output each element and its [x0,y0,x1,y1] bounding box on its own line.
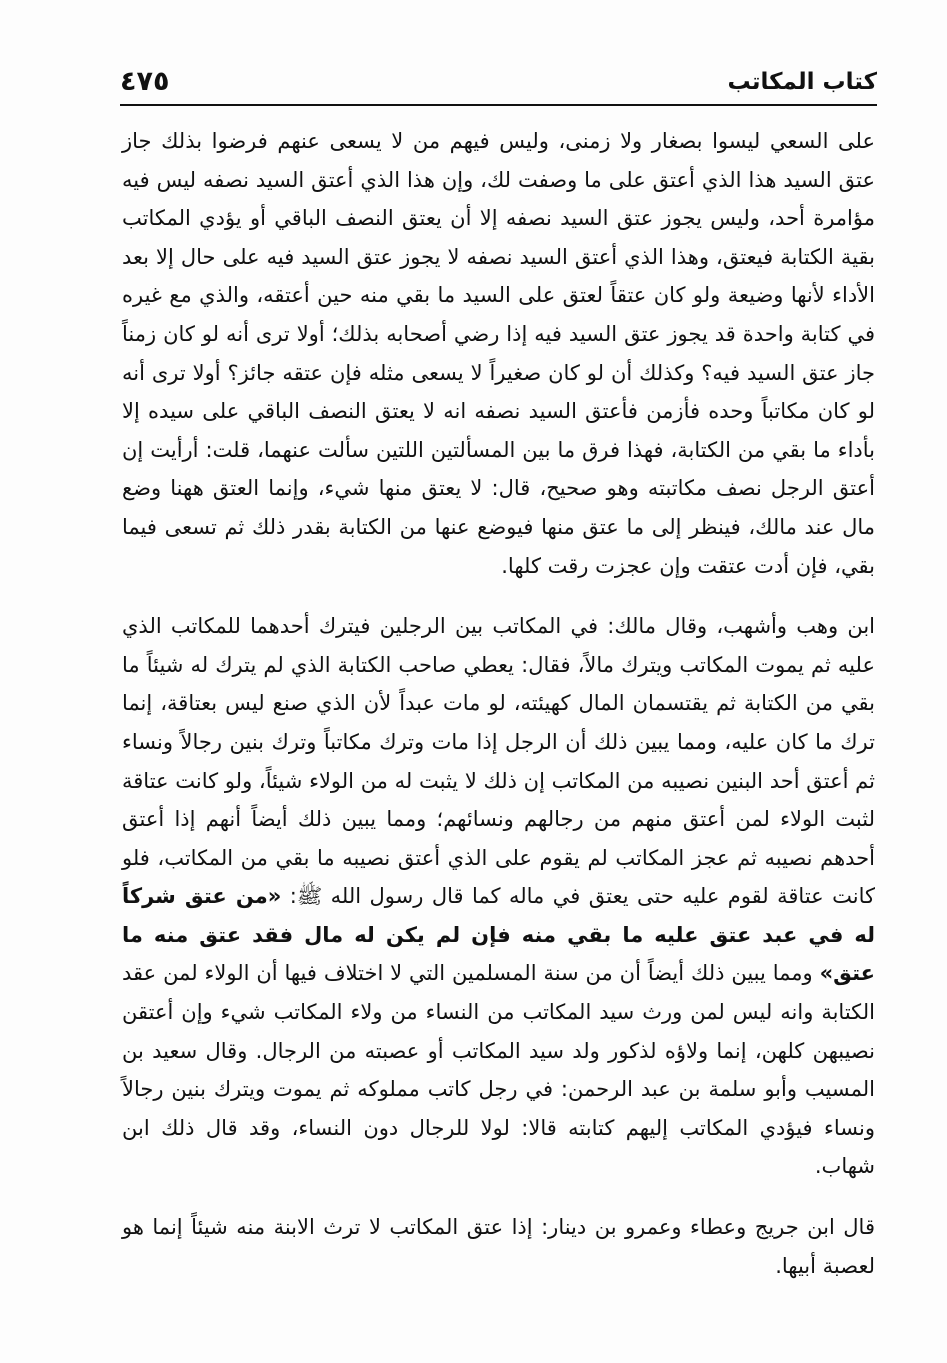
paragraph-2 [122,607,875,1186]
paragraph-2-text-start: ابن وهب وأشهب، وقال مالك: في المكاتب بين الرجلين فيترك أحدهما للمكاتب الذي عليه ثم يموت المكاتب ويترك مالاً، فقال: يعطي صاحب الكتابة الذي لم يترك له شيئاً ما بقي من الكتابة ثم يقتسمان المال كهيئته، لو مات عبداً لأن الذي صنع ليس بعتاقة، إنما ترك ما كان عليه، ومما يبين ذلك أن الرجل إذا مات وترك مكاتباً وترك بنين رجالاً ونساء ثم أعتق أحد البنين نصيبه من المكاتب إن ذلك لا يثبت له من الولاء شيئاً، ولو كانت عتاقة لثبت الولاء لمن أعتق منهم من رجالهم ونسائهم؛ ومما يبين ذلك أيضاً أنهم إذا أعتق أحدهم نصيبه ثم عجز المكاتب لم يقوم على الذي أعتق نصيبه ما بقي من المكاتب، فلو كانت عتاقة لقوم عليه حتى يعتق في ماله كما قال رسول الله ﷺ: [122,614,876,909]
page-header [120,62,877,102]
hadith-quote: «من عتق شركاً له في عبد عتق عليه ما بقي منه فإن لم يكن له مال فقد عتق منه ما عتق» [122,884,875,986]
paragraph-3: قال ابن جريج وعطاء وعمرو بن دينار: إذا عتق المكاتب لا ترث الابنة منه شيئاً إنما هو لعصبة أبيها. [122,1215,875,1278]
page-number: ٤٧٥ [120,66,170,97]
paragraph-1: على السعي ليسوا بصغار ولا زمنى، وليس فيهم من لا يسعى عنهم فرضوا بذلك جاز عتق السيد هذا الذي أعتق على ما وصفت لك، وإن هذا الذي أعتق السيد نصفه ليس فيه مؤامرة أحد، وليس يجوز عتق السيد نصفه إلا أن يعتق النصف الباقي أو يؤدي المكاتب بقية الكتابة فيعتق، وهذا الذي أعتق السيد نصفه لا يجوز عتق السيد فيه على حال إلا بعد الأداء لأنها وضيعة ولو كان عتقاً لعتق على السيد ما بقي منه حين أعتقه، والذي مع غيره في كتابة واحدة قد يجوز عتق السيد فيه إذا رضي أصحابه بذلك؛ أولا ترى أنه لو كان زمناً جاز عتق السيد فيه؟ وكذلك أن لو كان صغيراً لا يسعى مثله فإن عتقه جائز؟ أولا ترى أنه لو كان مكاتباً وحده فأزمن فأعتق السيد نصفه انه لا يعتق النصف الباقي على سيده إلا بأداء ما بقي من الكتابة، فهذا فرق ما بين المسألتين اللتين سألت عنهما، قلت: أرأيت إن أعتق الرجل نصف مكاتبته وهو صحيح، قال: لا يعتق منها شيء، وإنما العتق ههنا وضع مال عند مالك، فينظر إلى ما عتق منها فيوضع عنها من الكتابة بقدر ذلك ثم تسعى فيما بقي، فإن أدت عتقت وإن عجزت رقت كلها. [122,129,875,578]
header-divider [120,104,877,106]
paragraph-2-text-end: ومما يبين ذلك أيضاً أن من سنة المسلمين التي لا اختلاف فيها أن الولاء لمن عقد الكتابة وانه ليس لمن ورث سيد المكاتب من النساء من ولاء المكاتب شيء وإن أعتقن نصيبهن كلهن، إنما ولاؤه لذكور ولد سيد المكاتب أو عصبته من الرجال. وقال سعيد بن المسيب وأبو سلمة بن عبد الرحمن: في رجل كاتب مملوكه ثم يموت ويترك بنين رجالاً ونساء فيؤدي المكاتب إليهم كتابته قالا: لولا للرجال دون النساء، وقد قال ذلك ابن شهاب. [122,961,875,1179]
body-text [122,122,875,1285]
running-title: كتاب المكاتب [727,69,877,95]
